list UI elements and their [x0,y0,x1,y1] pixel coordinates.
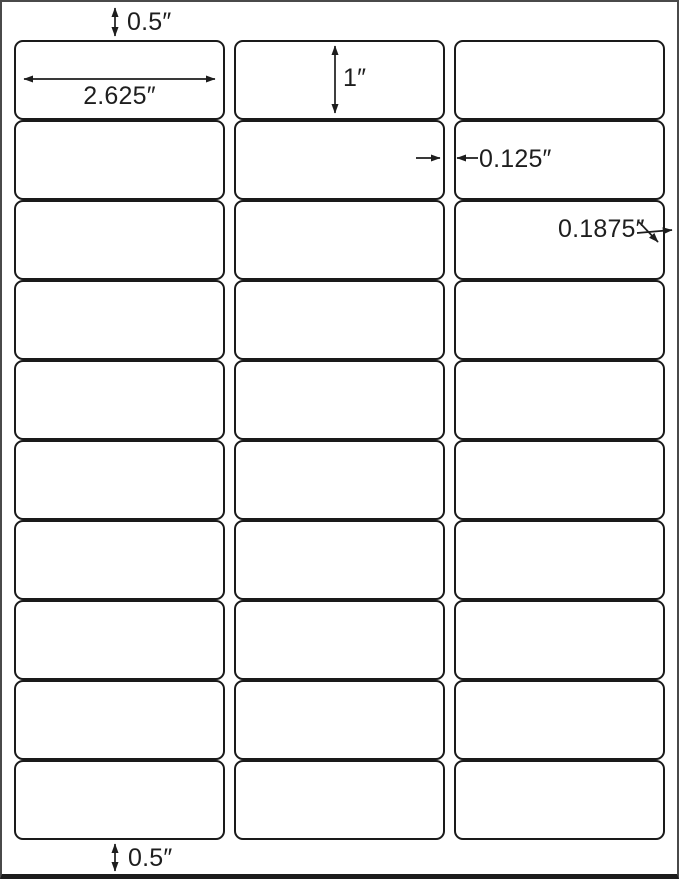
label-cell [14,440,225,520]
label-cell [454,520,665,600]
label-cell [454,760,665,840]
label-cell [14,120,225,200]
label-cell [14,360,225,440]
label-cell [454,600,665,680]
label-cell [14,680,225,760]
label-cell [454,440,665,520]
label-cell [234,200,445,280]
label-cell [14,600,225,680]
label-cell [234,40,445,120]
label-cell [234,120,445,200]
top-margin-label: 0.5″ [127,8,172,36]
bottom-margin-label: 0.5″ [128,844,173,872]
label-cell [14,520,225,600]
side-margin-label: 0.1875″ [558,215,645,243]
label-cell [14,200,225,280]
label-cell [454,40,665,120]
column-gap-label: 0.125″ [479,145,552,173]
label-height-label: 1″ [343,64,367,92]
label-cell [234,440,445,520]
label-cell [234,360,445,440]
label-cell [454,680,665,760]
label-cell [454,360,665,440]
label-width-label: 2.625″ [83,82,156,110]
label-cell [14,280,225,360]
label-cell [234,680,445,760]
label-cell [234,600,445,680]
label-cell [234,520,445,600]
label-cell [454,280,665,360]
label-cell [14,760,225,840]
label-cell [234,280,445,360]
labels-grid [14,40,665,840]
label-cell [234,760,445,840]
